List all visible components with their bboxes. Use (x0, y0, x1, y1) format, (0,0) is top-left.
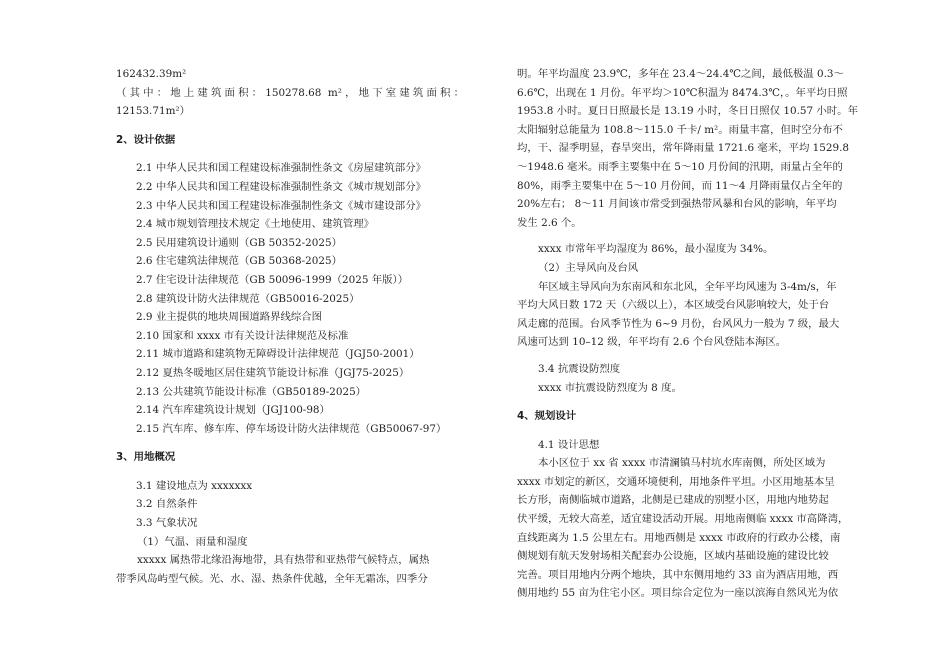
basis-item: 2.11 城市道路和建筑物无障碍设计法律规范（JGJ50-2001） (136, 348, 420, 361)
basis-item: 2.15 汽车库、修车库、停车场设计防火法律规范（GB50067-97） (136, 422, 447, 435)
wind-paragraph-line: 风速可达到 10–12 级，年平均有 2.6 个台风登陆本海区。 (517, 336, 787, 349)
total-area: 162432.39m² (116, 68, 187, 80)
basis-item: 2.13 公共建筑节能设计标准（GB50189-2025） (136, 385, 367, 398)
section-3-heading: 3、用地概况 (116, 451, 176, 464)
basis-item: 2.8 建筑设计防火法律规范（GB50016-2025） (136, 292, 360, 305)
basis-item: 2.6 住宅建筑法律规范（GB 50368-2025） (136, 255, 342, 268)
climate-paragraph-line: xxxxx 属热带北缘沿海地带，具有热带和亚热带气候特点，属热 (137, 554, 430, 567)
site-overview-list (116, 477, 464, 533)
climate-continued-line: 明。年平均温度 23.9℃，多年在 23.4～24.4℃之间，最低极温 0.3～ (517, 68, 844, 80)
design-paragraph-line: 直线距离为 1.5 公里左右。用地西侧是 xxxx 市政府的行政办公楼，南 (517, 531, 841, 544)
area-detail-line2: 12153.71m²） (116, 105, 190, 118)
design-paragraph-line: 长方形，南侧临城市道路，北侧是已建成的别墅小区，用地内地势起 (517, 494, 829, 507)
design-paragraph-line: 完善。项目用地内分两个地块，其中东侧用地约 33 亩为酒店用地，西 (517, 568, 839, 581)
wind-subheading: （2）主导风向及台风 (538, 261, 639, 274)
section-4-heading: 4、规划设计 (517, 410, 577, 423)
design-paragraph-line: xxxx 市划定的新区，交通环境便利，用地条件平坦。小区用地基本呈 (517, 475, 835, 488)
basis-item: 2.3 中华人民共和国工程建设标准强制性条文《城市建设部分》 (136, 199, 426, 212)
right-column (517, 65, 859, 603)
climate-continued-line: 太阳辐射总能量为 108.8～115.0 千卡/ m²。雨量丰富，但时空分布不 (517, 123, 843, 136)
site-item: 3.3 气象状况 (136, 517, 198, 530)
design-paragraph-line: 侧规划有航天发射场相关配套办公设施，区域内基础设施的建设比较 (517, 550, 829, 563)
basis-item: 2.12 夏热冬暖地区居住建筑节能设计标准（JGJ75-2025） (136, 366, 410, 379)
design-idea-heading: 4.1 设计思想 (538, 438, 600, 451)
left-column (116, 65, 464, 588)
basis-item: 2.14 汽车库建筑设计规划（JGJ100-98） (136, 404, 330, 417)
climate-continued-line: 1953.8 小时。夏日日照最长是 13.19 小时，冬日日照仅 10.57 小时。年 (517, 105, 858, 118)
site-item: 3.2 自然条件 (136, 498, 198, 511)
climate-continued-line: 6.6℃，出现在 1 月份。年平均＞10℃积温为 8474.3℃，。年平均日照 (517, 86, 848, 99)
basis-item: 2.10 国家和 xxxx 市有关设计法律规范及标准 (136, 329, 349, 342)
basis-item: 2.9 业主提供的地块周围道路界线综合图 (136, 311, 323, 324)
area-detail-line1: （其中：地上建筑面积：150278.68 m²，地下室建筑面积： (116, 86, 464, 99)
basis-item: 2.5 民用建筑设计通则（GB 50352-2025） (136, 236, 342, 249)
basis-item: 2.1 中华人民共和国工程建设标准强制性条文《房屋建筑部分》 (136, 162, 426, 175)
climate-paragraph-line: 带季风岛屿型气候。光、水、湿、热条件优越，全年无霜冻，四季分 (116, 572, 428, 585)
wind-paragraph-line: 风走廊的范围。台风季节性为 6~9 月份，台风风力一般为 7 级，最大 (517, 317, 840, 330)
design-paragraph-line: 伏平缓，无较大高差，适宜建设活动开展。用地南侧临 xxxx 市高降湾， (517, 513, 849, 526)
climate-continued-line: 80%，雨季主要集中在 5～10 月份间，而 11～4 月降雨量仅占全年的 (517, 179, 843, 192)
section-2-heading: 2、设计依据 (116, 133, 176, 146)
climate-continued-line: 20%左右； 8～11 月间该市常受到强热带风暴和台风的影响，年平均 (517, 198, 837, 211)
wind-paragraph-line: 年区域主导风向为东南风和东北风，全年平均风速为 3-4m/s，年 (538, 280, 837, 293)
climate-continued-line: ～1948.6 毫米。雨季主要集中在 5～10 月份间的汛期，雨量占全年的 (517, 160, 843, 173)
humidity-text: xxxx 市常年平均湿度为 86%，最小湿度为 34%。 (538, 243, 774, 256)
wind-paragraph-line: 平均大风日数 172 天（六级以上），本区域受台风影响较大，处于台 (517, 299, 830, 312)
design-basis-list (116, 159, 464, 438)
climate-subheading: （1）气温、雨量和湿度 (137, 535, 248, 548)
climate-continued-line: 均，干、湿季明显，春旱突出，常年降雨量 1721.6 毫米，平均 1529.8 (517, 142, 849, 155)
basis-item: 2.7 住宅设计法律规范（GB 50096-1999（2025 年版）） (136, 273, 409, 286)
seismic-heading: 3.4 抗震设防烈度 (538, 362, 621, 375)
basis-item: 2.4 城市规划管理技术规定《土地使用、建筑管理》 (136, 218, 375, 231)
basis-item: 2.2 中华人民共和国工程建设标准强制性条文《城市规划部分》 (136, 180, 426, 193)
site-item: 3.1 建设地点为 xxxxxxx (136, 479, 253, 492)
climate-continued-line: 发生 2.6 个。 (517, 216, 582, 229)
design-paragraph-line: 侧用地约 55 亩为住宅小区。项目综合定位为一座以滨海自然风光为依 (517, 587, 839, 600)
design-paragraph-line: 本小区位于 xx 省 xxxx 市清澜镇马村坑水库南侧，所处区域为 (538, 457, 826, 470)
seismic-text: xxxx 市抗震设防烈度为 8 度。 (538, 381, 682, 394)
